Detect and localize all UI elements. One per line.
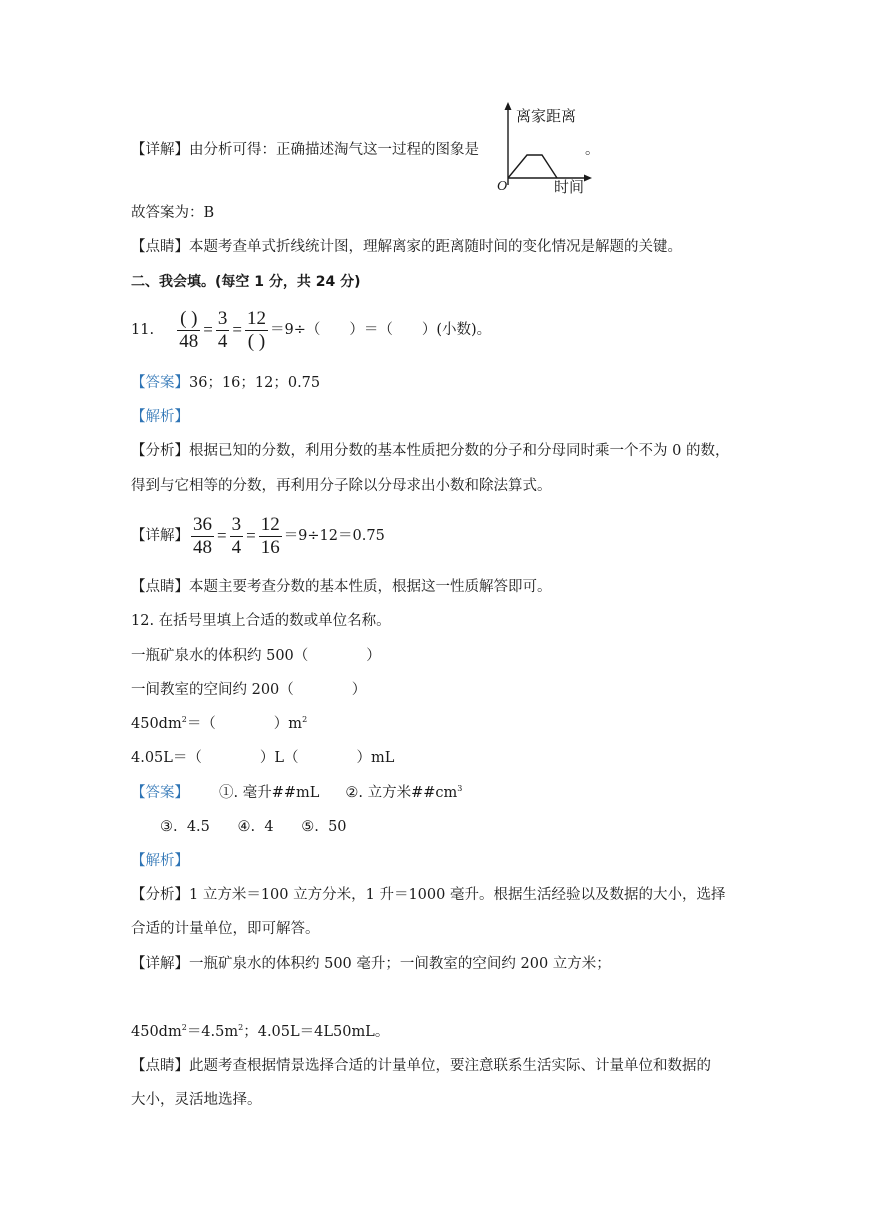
comment-text: 本题考查单式折线统计图，理解离家的距离随时间的变化情况是解题的关键。 bbox=[189, 239, 682, 255]
answer-tag: 【答案】 bbox=[131, 375, 189, 391]
q11-number: 11. bbox=[131, 322, 155, 338]
detail-line-2-sup-1: 2 bbox=[181, 1023, 187, 1032]
comment-text-1: 此题考查根据情景选择合适的计量单位，要注意联系生活实际、计量单位和数据的 bbox=[189, 1058, 711, 1074]
q11-tail: ＝9÷（ ）＝（ ）(小数)。 bbox=[269, 322, 492, 338]
detail-text-1: 一瓶矿泉水的体积约 500 毫升；一间教室的空间约 200 立方米； bbox=[189, 956, 611, 972]
distance-time-graph bbox=[494, 100, 594, 200]
detail-fraction-3-denominator: 16 bbox=[260, 536, 280, 558]
q12-comment-line-2: 大小，灵活地选择。 bbox=[131, 1092, 262, 1108]
analysis-text-1: 根据已知的分数，利用分数的基本性质把分数的分子和分母同时乘一个不为 0 的数， bbox=[189, 443, 730, 459]
detail-fraction-1-denominator: 48 bbox=[193, 536, 212, 558]
comment-text: 本题主要考查分数的基本性质，根据这一性质解答即可。 bbox=[189, 579, 552, 595]
detail-fraction-2-denominator: 4 bbox=[231, 536, 242, 558]
fraction-3-denominator: ( ) bbox=[247, 330, 266, 352]
item-3-a: 450dm bbox=[131, 716, 182, 732]
q12-analysis-line-2: 合适的计量单位，即可解答。 bbox=[131, 921, 320, 937]
x-axis-label: 时间 bbox=[554, 178, 585, 196]
q12-stem: 12. 在括号里填上合适的数或单位名称。 bbox=[131, 613, 391, 629]
q12-answer-line-2: ③. 4.5 ④. 4 ⑤. 50 bbox=[160, 819, 347, 835]
q12-analysis-tag: 【解析】 bbox=[131, 853, 189, 869]
fraction-2-denominator: 4 bbox=[217, 330, 228, 352]
q11-fraction-3 bbox=[245, 308, 268, 353]
q12-detail-line-2 bbox=[131, 1022, 389, 1042]
q11-answer-line bbox=[131, 373, 320, 393]
q12-answer-line bbox=[131, 783, 462, 803]
q12-item-3 bbox=[131, 714, 307, 734]
fraction-1-denominator: 48 bbox=[179, 330, 199, 352]
fraction-2-numerator: 3 bbox=[217, 307, 228, 329]
detail-tag: 【详解】 bbox=[131, 528, 189, 544]
x-axis-arrow-icon bbox=[584, 175, 592, 182]
q12-item-2: 一间教室的空间约 200（ ） bbox=[131, 682, 367, 698]
q11-detail-line: 【详解】 $\frac{36}{48}$ = $\frac{3}{4}$ = $\frac{12}{16}$ ＝9÷12＝0.75 bbox=[131, 513, 385, 558]
answer-part-2: ②. 立方米##cm bbox=[345, 785, 458, 801]
q11-fraction-1 bbox=[177, 308, 200, 353]
q11-comment-line bbox=[131, 577, 552, 597]
detail-end: 。 bbox=[585, 142, 600, 158]
fraction-3-numerator: 12 bbox=[246, 307, 266, 329]
item-3-sup-2: 2 bbox=[302, 715, 308, 724]
graph-polyline bbox=[508, 155, 557, 178]
answer-tag: 【答案】 bbox=[131, 785, 189, 801]
detail-fraction-2 bbox=[230, 514, 244, 559]
detail-line-2-a: 450dm bbox=[131, 1024, 182, 1040]
detail-fraction-3-numerator: 12 bbox=[260, 513, 280, 535]
q10-comment-line bbox=[131, 237, 682, 257]
detail-fraction-2-numerator: 3 bbox=[231, 513, 242, 535]
section-heading: 二、我会填。(每空 1 分，共 24 分) bbox=[131, 274, 361, 290]
q12-item-4: 4.05L＝（ ）L（ ）mL bbox=[131, 750, 395, 766]
q12-comment-line-1 bbox=[131, 1056, 711, 1076]
y-axis-arrow-icon bbox=[505, 102, 512, 110]
q11-stem: 11. $\frac{( )}{48}$ = $\frac{3}{4}$ = $\frac{12}{( )}$ ＝9÷（ ）＝（ ）(小数)。 bbox=[131, 307, 492, 352]
detail-line-2-sup-2: 2 bbox=[238, 1023, 244, 1032]
answer-part-2-sup: 3 bbox=[457, 784, 463, 793]
detail-fraction-1-numerator: 36 bbox=[193, 513, 212, 535]
q11-analysis-tag: 【解析】 bbox=[131, 409, 189, 425]
detail-line-2-b: ＝4.5m bbox=[186, 1024, 239, 1040]
q11-analysis-line-1 bbox=[131, 441, 729, 461]
q12-analysis-line-1 bbox=[131, 885, 725, 905]
comment-tag: 【点睛】 bbox=[131, 239, 189, 255]
q11-analysis-line-2: 得到与它相等的分数，再利用分子除以分母求出小数和除法算式。 bbox=[131, 478, 552, 494]
detail-tag: 【详解】 bbox=[131, 956, 189, 972]
analysis-label: 【分析】 bbox=[131, 887, 189, 903]
q12-detail-line-1 bbox=[131, 954, 611, 974]
analysis-text-1: 1 立方米＝100 立方分米，1 升＝1000 毫升。根据生活经验以及数据的大小，选择 bbox=[189, 887, 726, 903]
analysis-label: 【分析】 bbox=[131, 443, 189, 459]
y-axis-label: 离家距离 bbox=[516, 107, 577, 125]
detail-fraction-1 bbox=[191, 514, 214, 559]
comment-tag: 【点睛】 bbox=[131, 1058, 189, 1074]
detail-fraction-3 bbox=[259, 514, 282, 559]
item-3-b: ＝（ ）m bbox=[186, 716, 303, 732]
answer-text: 36；16；12；0.75 bbox=[189, 375, 321, 391]
q10-answer-line: 故答案为：B bbox=[131, 205, 215, 221]
detail-tag: 【详解】 bbox=[131, 142, 189, 158]
q11-fraction-2 bbox=[216, 308, 230, 353]
comment-tag: 【点睛】 bbox=[131, 579, 189, 595]
origin-label: O bbox=[497, 179, 508, 194]
detail-tail: ＝9÷12＝0.75 bbox=[283, 528, 385, 544]
answer-part-1: ①. 毫升##mL bbox=[219, 785, 320, 801]
detail-text: 由分析可得：正确描述淘气这一过程的图象是 bbox=[189, 142, 479, 158]
q12-item-1: 一瓶矿泉水的体积约 500（ ） bbox=[131, 648, 381, 664]
detail-line-2-c: ；4.05L＝4L50mL。 bbox=[243, 1024, 390, 1040]
fraction-1-numerator: ( ) bbox=[177, 308, 200, 331]
q10-detail-line bbox=[131, 140, 479, 160]
item-3-sup-1: 2 bbox=[181, 715, 187, 724]
